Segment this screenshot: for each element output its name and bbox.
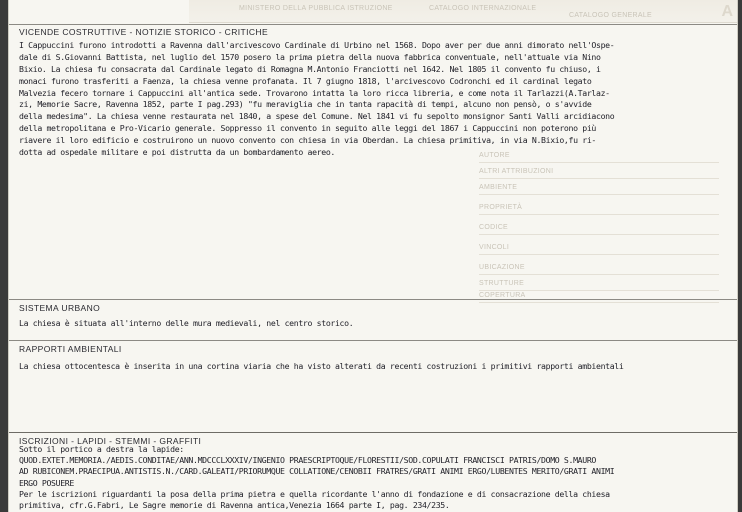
section-heading: SISTEMA URBANO <box>19 303 101 313</box>
scan-left-edge <box>0 0 8 512</box>
rapporti-text <box>19 361 623 373</box>
ghost-rule <box>479 194 719 195</box>
iscrizioni-text <box>19 444 614 511</box>
text-line: zi, Memorie Sacre, Ravenna 1852, parte I pag.293) "fu meraviglia che in tanta rapacità di tempi, alcuno non pensò, o s'avvide <box>19 99 592 110</box>
ghost-label: AMBIENTE <box>479 184 518 191</box>
text-line: ERGO POSUERE <box>19 477 74 488</box>
ghost-rule <box>479 254 719 255</box>
ghost-form-mark: A <box>721 3 733 20</box>
ghost-rule <box>479 234 719 235</box>
text-line: dotta ad ospedale militare e poi distrutta da un bombardamento aereo. <box>19 147 335 158</box>
text-line: Malvezia fecero tornare i Cappuccini all'antica sede. Trovarono intatta la loro ricca libreria, e come nota il Tarlazzi(A.Tarlaz- <box>19 87 610 98</box>
text-line: primitiva, cfr.G.Fabri, Le Sagre memorie di Ravenna antica,Venezia 1664 parte I, pag. 234/235. <box>19 499 450 510</box>
section-divider <box>9 432 737 433</box>
catalog-sheet <box>8 0 738 512</box>
text-line: AD RUBICONEM.PRAECIPUA.ANTISTIS.N./CARD.GALEATI/PRIORUMQUE COLLATIONE/CENOBII FRATRES/GRATI ANIMI ERGO/LUBENTES MERITO/GRATI ANIMI <box>19 466 615 477</box>
section-heading: VICENDE COSTRUTTIVE - NOTIZIE STORICO - CRITICHE <box>19 27 269 37</box>
ghost-header-mid: CATALOGO INTERNAZIONALE <box>429 5 537 12</box>
ghost-label: UBICAZIONE <box>479 264 525 271</box>
text-line: della metropolitana e Pro-Vicario generale. Soppresso il convento in seguito alle leggi del 1867 i Cappuccini non poterono più <box>19 123 596 134</box>
ghost-rule <box>479 274 719 275</box>
ghost-label: ALTRI ATTRIBUZIONI <box>479 168 554 175</box>
ghost-label: AUTORE <box>479 152 510 159</box>
ghost-rule <box>479 302 719 303</box>
section-divider <box>9 299 737 300</box>
ghost-label: STRUTTURE <box>479 280 525 287</box>
section-divider <box>9 340 737 341</box>
text-line: Sotto il portico a destra la lapide: <box>19 444 184 454</box>
ghost-label: PROPRIETÀ <box>479 204 523 211</box>
sistema-text <box>19 318 353 330</box>
vicende-text <box>19 40 614 159</box>
ghost-rule <box>479 178 719 179</box>
section-heading: RAPPORTI AMBIENTALI <box>19 344 122 354</box>
text-line: Per le iscrizioni riguardanti la posa della prima pietra e quella ricordante l'anno di fondazione e di consacrazione della chiesa <box>19 488 610 499</box>
ghost-header-right: CATALOGO GENERALE <box>569 12 653 19</box>
section-divider <box>9 24 737 25</box>
ghost-label: CODICE <box>479 224 509 231</box>
ghost-label: COPERTURA <box>479 292 526 299</box>
ghost-rule <box>479 214 719 215</box>
text-line: della medesima". La chiesa venne restaurata nel 1840, a spese del Comune. Nel 1841 vi fu sepolto monsignor Santi Valli arcidiacono <box>19 111 615 122</box>
ghost-rule <box>479 290 719 291</box>
text-line: La chiesa è situata all'interno delle mura medievali, nel centro storico. <box>19 318 354 328</box>
ghost-label: VINCOLI <box>479 244 510 251</box>
ghost-header-left: MINISTERO DELLA PUBBLICA ISTRUZIONE <box>239 5 393 12</box>
text-line: monaci furono trasferiti a Faenza, la chiesa venne profanata. Il 7 giugno 1818, l'arcivescovo Codronchi ed il cardinal legato <box>19 75 592 86</box>
text-line: QUOD.EXTET.MEMORIA./AEDIS.CONDITAE/ANN.MDCCCLXXXIV/INGENIO PRAESCRIPTOQUE/FLORESTII/SOD.COPULATI FRANCISCI PATRIS/DOMO S.MAURO <box>19 455 596 466</box>
ghost-rule <box>479 162 719 163</box>
text-line: I Cappuccini furono introdotti a Ravenna dall'arcivescovo Cardinale di Urbino nel 1568. Dopo aver per due anni dimorato nell'Ospe- <box>19 40 615 50</box>
text-line: riavere il loro edificio e costruirono un nuovo convento con chiesa in via Oberdan. La chiesa primitiva, in via N.Bixio,fu ri- <box>19 135 596 146</box>
section-heading: ISCRIZIONI - LAPIDI - STEMMI - GRAFFITI <box>19 436 202 446</box>
text-line: dale di S.Giovanni Battista, nel luglio del 1570 posero la prima pietra della nuova fabbrica conventuale, nell'attuale via Nino <box>19 51 601 62</box>
text-line: La chiesa ottocentesca è inserita in una cortina viaria che ha visto alterati da recenti costruzioni i primitivi rapporti ambientali <box>19 361 624 371</box>
text-line: Bixio. La chiesa fu consacrata dal Cardinale legato di Romagna M.Antonio Franciotti nel 1642. Nel 1805 il convento fu chiuso, i <box>19 63 601 74</box>
